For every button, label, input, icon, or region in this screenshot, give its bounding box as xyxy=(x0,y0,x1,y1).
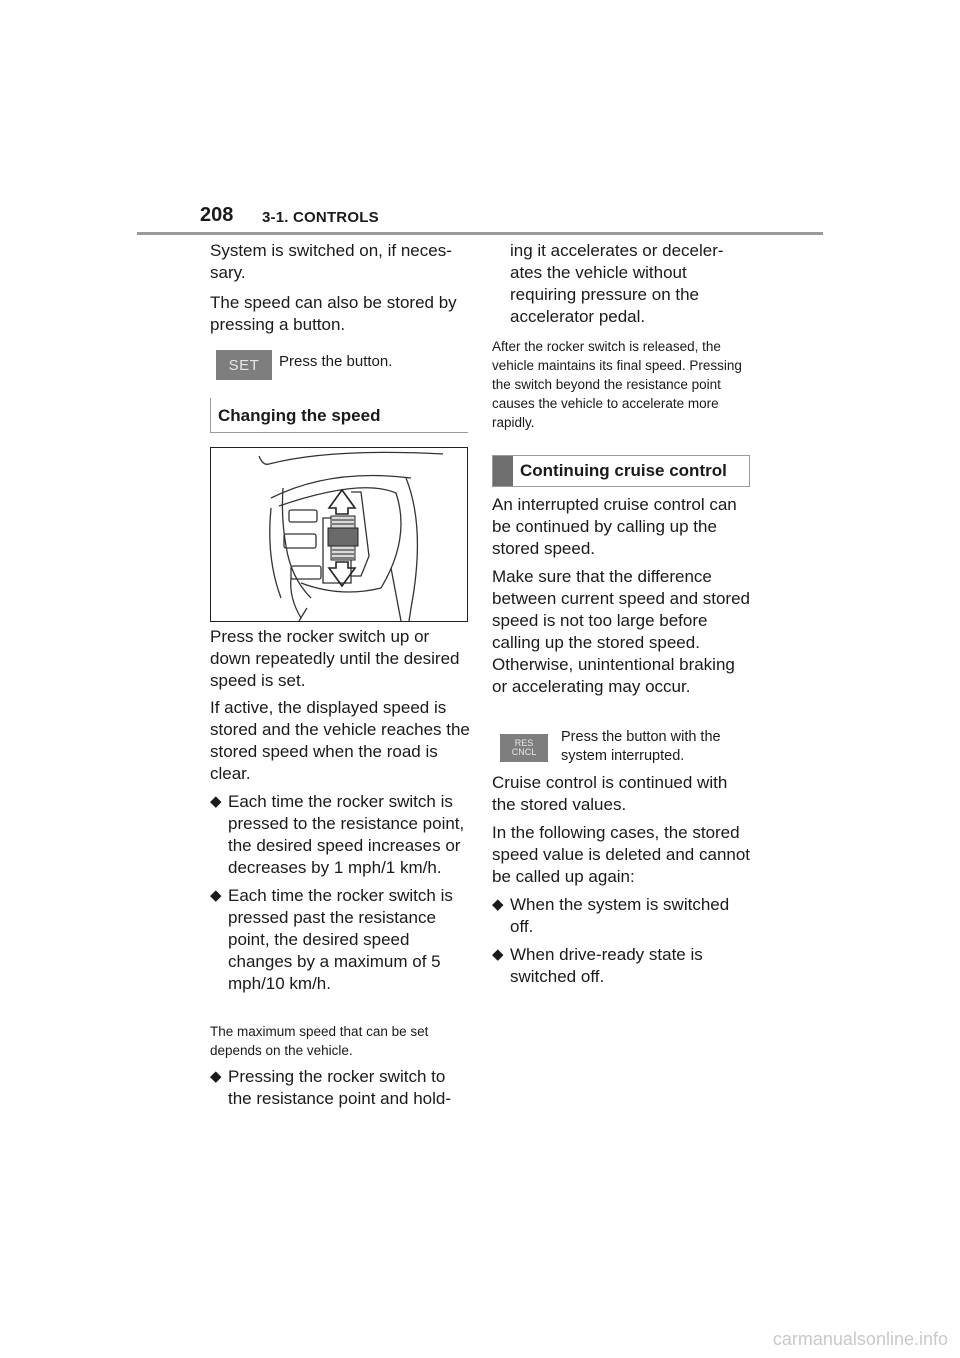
page-number: 208 xyxy=(200,204,234,226)
bullet-icon: ◆ xyxy=(492,946,504,963)
paragraph-continued: Cruise control is continued with the stored values. xyxy=(492,773,728,814)
list-item: ◆ When the system is switched off. xyxy=(492,895,730,936)
set-button-label: SET xyxy=(228,356,260,374)
set-button-icon xyxy=(216,350,272,380)
bullet-list-left-2 xyxy=(210,1066,470,1110)
heading-bar xyxy=(493,456,513,486)
paragraph-continuation: ing it accelerates or deceler-ates the vehicle without requiring pressure on the accelerator pedal. xyxy=(510,241,724,326)
res-label: RES xyxy=(514,738,534,748)
paragraph-difference: Make sure that the difference between current speed and stored speed is not too large before calling up the stored speed. Otherwise, unintentional braking or accelerating may occur. xyxy=(492,567,751,696)
rocker-switch-illustration xyxy=(210,447,468,622)
cncl-label: CNCL xyxy=(511,747,537,757)
steering-wheel-icon xyxy=(211,448,467,621)
bullet-icon: ◆ xyxy=(210,887,222,904)
paragraph-store-speed: The speed can also be stored by pressing a button. xyxy=(210,293,457,334)
header-rule xyxy=(137,232,823,235)
note-rocker-released: After the rocker switch is released, the vehicle maintains its final speed. Pressing the switch beyond the resistance point causes the vehicle to accelerate more rapidly. xyxy=(492,339,742,430)
paragraph-system-on: System is switched on, if neces-sary. xyxy=(210,241,452,282)
set-button-caption: Press the button. xyxy=(279,353,393,370)
paragraph-press-rocker: Press the rocker switch up or down repeatedly until the desired speed is set. xyxy=(210,627,460,690)
bullet-list-left xyxy=(210,791,470,995)
list-item: ◆ Each time the rocker switch is pressed to the resistance point, the desired speed increases or decreases by 1 mph/1 km/h. xyxy=(210,792,465,877)
bullet-list-right xyxy=(492,894,754,988)
paragraph-following-cases: In the following cases, the stored speed value is deleted and cannot be called up again: xyxy=(492,823,751,886)
list-item: ◆ When drive-ready state is switched off. xyxy=(492,945,703,986)
bullet-icon: ◆ xyxy=(210,793,222,810)
list-item: ◆ Each time the rocker switch is pressed past the resistance point, the desired speed changes by a maximum of 5 mph/10 km/h. xyxy=(210,886,453,993)
section-title: 3-1. CONTROLS xyxy=(262,209,379,226)
list-item: ◆ Pressing the rocker switch to the resistance point and hold- xyxy=(210,1067,452,1108)
res-cncl-button-icon xyxy=(500,734,548,762)
paragraph-interrupted: An interrupted cruise control can be continued by calling up the stored speed. xyxy=(492,495,737,558)
note-max-speed: The maximum speed that can be set depends on the vehicle. xyxy=(210,1024,429,1058)
res-button-caption: Press the button with the system interrupted. xyxy=(561,729,721,764)
watermark: carmanualsonline.info xyxy=(772,1329,948,1349)
paragraph-if-active: If active, the displayed speed is stored and the vehicle reaches the stored speed when the road is clear. xyxy=(210,698,470,783)
bullet-icon: ◆ xyxy=(492,896,504,913)
heading-continuing-cruise: Continuing cruise control xyxy=(520,461,727,480)
bullet-icon: ◆ xyxy=(210,1068,222,1085)
heading-changing-speed-box xyxy=(210,398,468,433)
heading-continuing-box xyxy=(492,455,750,487)
heading-changing-speed: Changing the speed xyxy=(218,406,381,425)
